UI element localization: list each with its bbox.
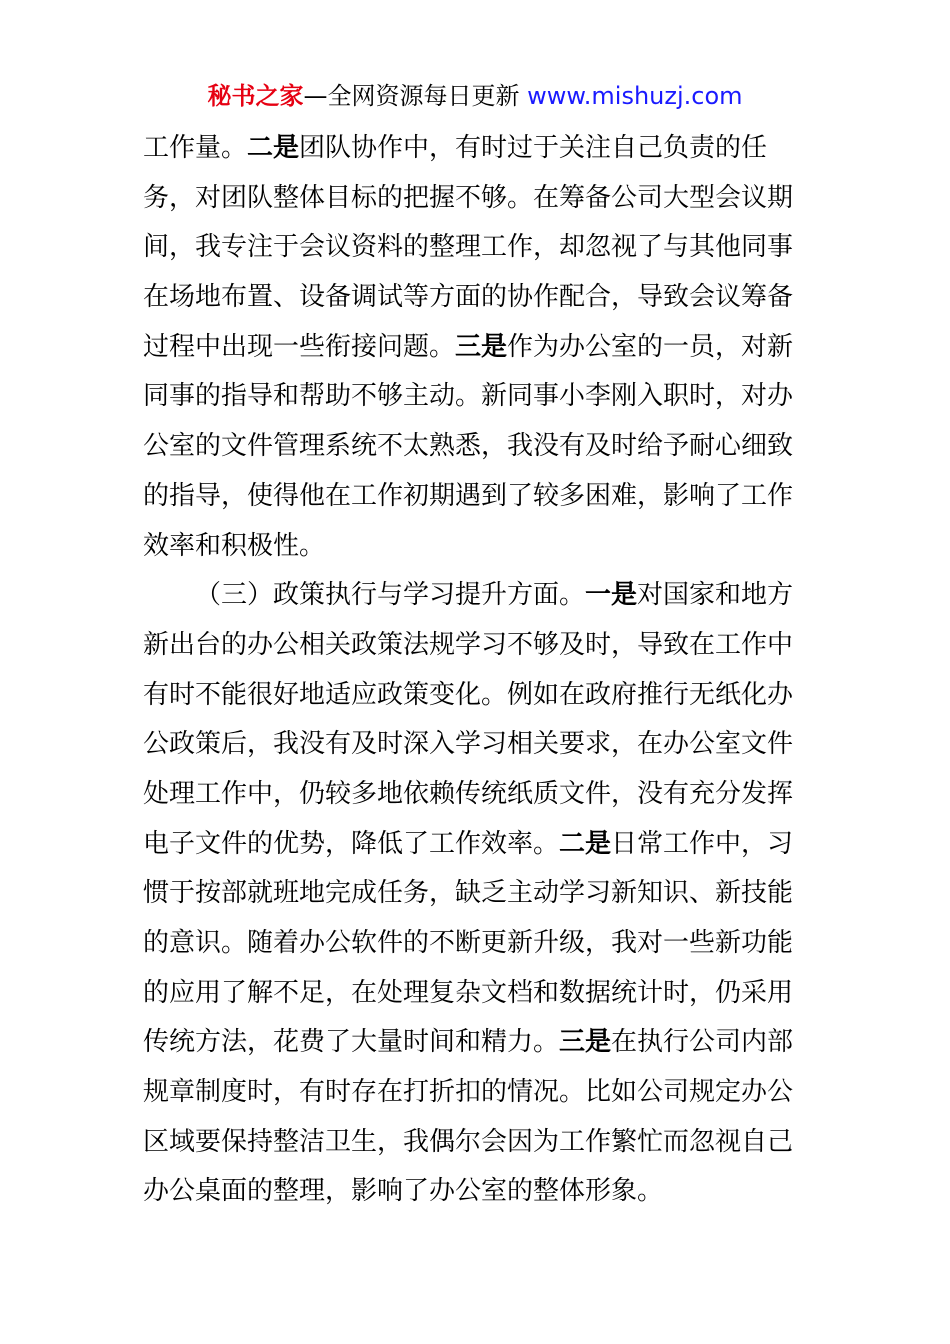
text-line: 电子文件的优势，降低了工作效率。二是日常工作中，习 (143, 828, 794, 859)
text-line: 同事的指导和帮助不够主动。新同事小李刚入职时，对办 (143, 381, 794, 412)
text-line: 在场地布置、设备调试等方面的协作配合，导致会议筹备 (143, 282, 794, 313)
site-header (0, 80, 950, 112)
section-heading-line: （三）政策执行与学习提升方面。一是对国家和地方 (195, 580, 794, 611)
text-line: 区域要保持整洁卫生，我偶尔会因为工作繁忙而忽视自己 (143, 1126, 794, 1157)
text-line: 处理工作中，仍较多地依赖传统纸质文件，没有充分发挥 (143, 778, 794, 809)
text-line: 传统方法，花费了大量时间和精力。三是在执行公司内部 (143, 1027, 794, 1058)
text-line: 公室的文件管理系统不太熟悉，我没有及时给予耐心细致 (143, 431, 794, 462)
document-body (143, 124, 807, 1217)
site-tagline: —全网资源每日更新 (303, 82, 520, 110)
emphasis-label: 二是 (247, 133, 300, 163)
text-line: 务，对团队整体目标的把握不够。在筹备公司大型会议期 (143, 182, 794, 213)
text-line: 间，我专注于会议资料的整理工作，却忽视了与其他同事 (143, 232, 794, 263)
text-line: 过程中出现一些衔接问题。三是作为办公室的一员，对新 (143, 331, 794, 362)
text-line: 新出台的办公相关政策法规学习不够及时，导致在工作中 (143, 629, 794, 660)
emphasis-label: 三是 (559, 1027, 612, 1058)
text-line: 惯于按部就班地完成任务，缺乏主动学习新知识、新技能 (143, 878, 794, 909)
emphasis-label: 二是 (559, 828, 612, 859)
site-brand: 秘书之家 (207, 82, 304, 110)
text-line: 的应用了解不足，在处理复杂文档和数据统计时，仍采用 (143, 977, 794, 1008)
text-line: 办公桌面的整理，影响了办公室的整体形象。 (143, 1176, 664, 1207)
text-line: 的指导，使得他在工作初期遇到了较多困难，影响了工作 (143, 480, 794, 511)
emphasis-label: 三是 (455, 331, 508, 362)
text-line: 公政策后，我没有及时深入学习相关要求，在办公室文件 (143, 729, 794, 760)
text-line: 有时不能很好地适应政策变化。例如在政府推行无纸化办 (143, 679, 794, 710)
emphasis-label: 一是 (585, 580, 638, 611)
site-url-link[interactable]: www.mishuzj.com (527, 82, 743, 110)
text-line: 的意识。随着办公软件的不断更新升级，我对一些新功能 (143, 928, 794, 958)
text-line: 工作量。二是团队协作中，有时过于关注自己负责的任 (143, 133, 768, 163)
text-line: 效率和积极性。 (143, 530, 326, 561)
text-line: 规章制度时，有时存在打折扣的情况。比如公司规定办公 (143, 1077, 794, 1108)
